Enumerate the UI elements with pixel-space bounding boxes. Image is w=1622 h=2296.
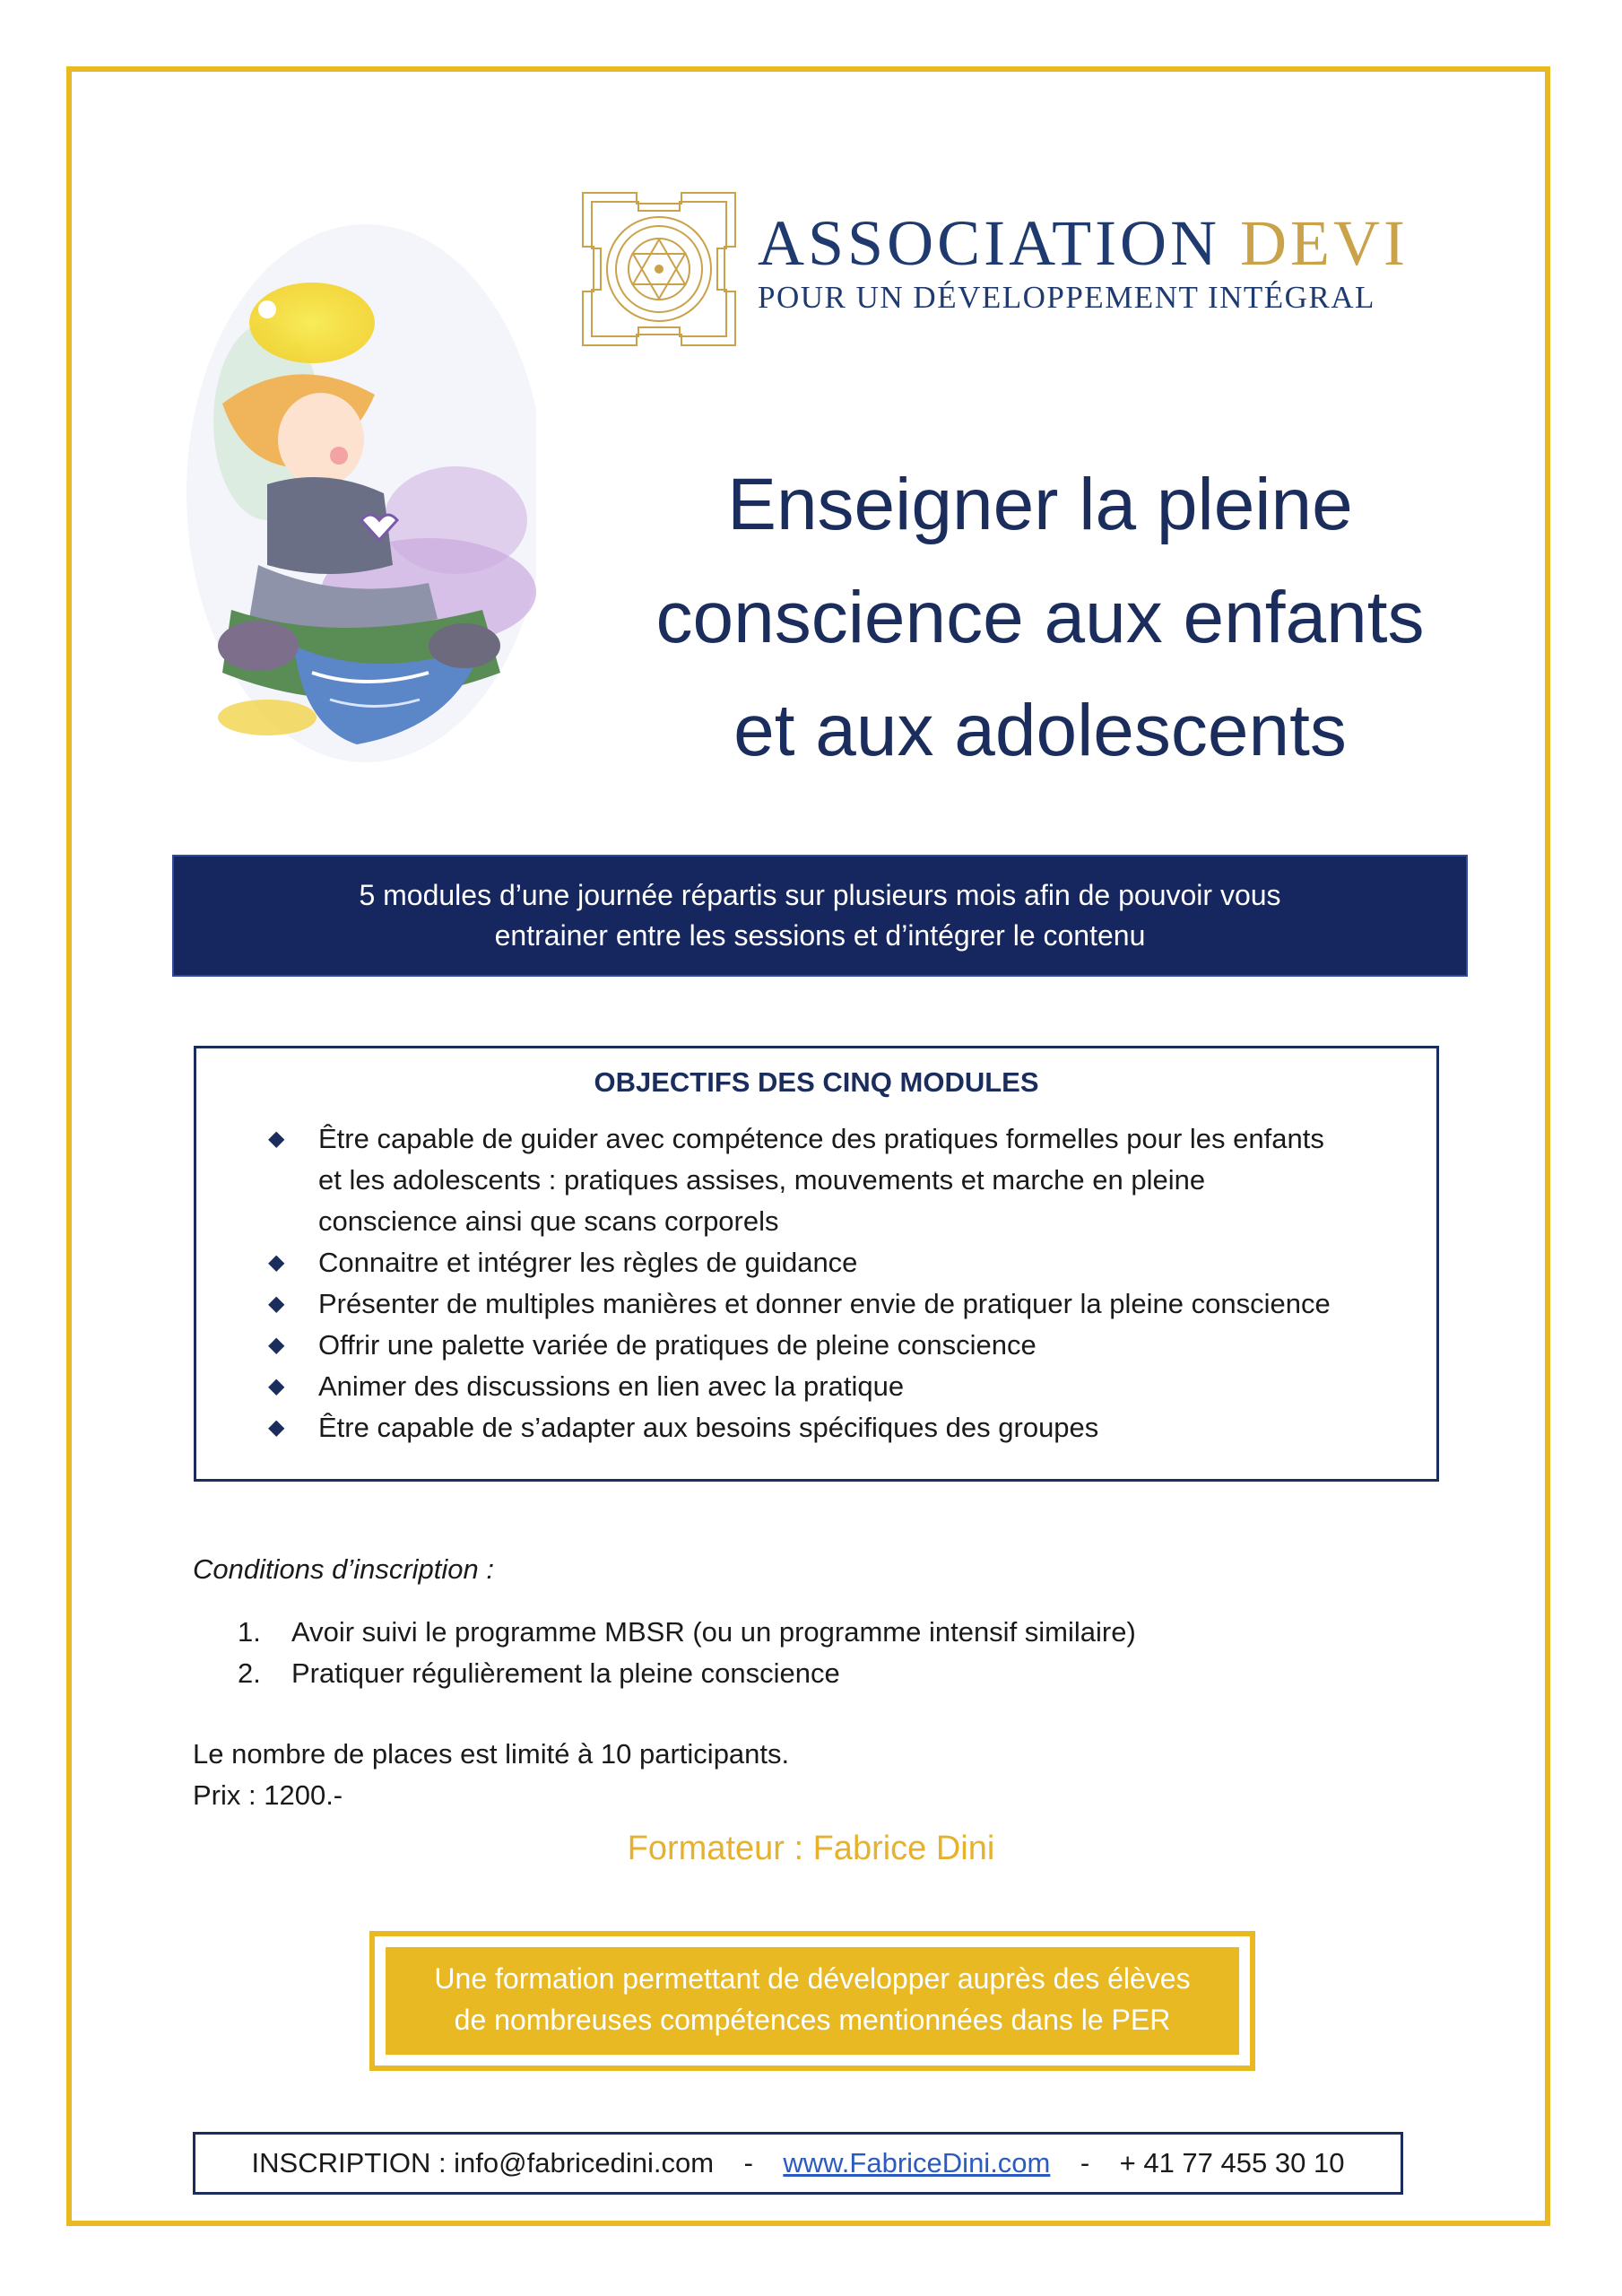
diamond-bullet-icon: ◆ — [268, 1333, 285, 1357]
objectives-box — [194, 1046, 1439, 1482]
conditions-list — [238, 1612, 1136, 1694]
conditions-heading: Conditions d’inscription : — [193, 1553, 495, 1585]
yantra-logo-icon — [574, 184, 744, 354]
separator: - — [1080, 2147, 1090, 2179]
diamond-bullet-icon: ◆ — [268, 1126, 285, 1151]
diamond-bullet-icon: ◆ — [268, 1415, 285, 1439]
diamond-bullet-icon: ◆ — [268, 1250, 285, 1274]
places-and-price — [193, 1734, 789, 1816]
diamond-bullet-icon: ◆ — [268, 1292, 285, 1316]
list-item: ◆ Être capable de guider avec compétence des pratiques formelles pour les enfants et les adolescents : pratiques assises, mouvements et marche en pleine conscience ainsi que scans corporels — [196, 1118, 1436, 1242]
page-title: Enseigner la pleine conscience aux enfants et aux adolescents — [655, 464, 1425, 771]
price-text: Prix : 1200.- — [193, 1779, 343, 1811]
places-text: Le nombre de places est limité à 10 participants. — [193, 1738, 790, 1770]
child-meditation-illustration — [160, 224, 536, 780]
diamond-bullet-icon: ◆ — [268, 1374, 285, 1398]
list-item: ◆ Connaitre et intégrer les règles de guidance — [196, 1242, 1436, 1283]
list-item: ◆ Être capable de s’adapter aux besoins spécifiques des groupes — [196, 1407, 1436, 1448]
separator: - — [743, 2147, 753, 2179]
list-item: 1. Avoir suivi le programme MBSR (ou un programme intensif similaire) — [238, 1616, 1136, 1648]
trainer-name: Formateur : Fabrice Dini — [627, 1830, 995, 1867]
modules-banner: 5 modules d’une journée répartis sur plusieurs mois afin de pouvoir vous entrainer entre les sessions et d’intégrer le contenu — [172, 855, 1468, 977]
list-item: ◆ Offrir une palette variée de pratiques de pleine conscience — [196, 1325, 1436, 1366]
phone-number[interactable]: + 41 77 455 30 10 — [1119, 2147, 1345, 2179]
objectives-list — [196, 1118, 1436, 1448]
contact-bar — [193, 2132, 1403, 2195]
highlight-text: Une formation permettant de développer auprès des élèves de nombreuses compétences mentionnées dans le PER — [386, 1947, 1239, 2055]
list-item: 2. Pratiquer régulièrement la pleine conscience — [238, 1657, 840, 1689]
objectives-heading: OBJECTIFS DES CINQ MODULES — [594, 1066, 1039, 1098]
list-item: ◆ Animer des discussions en lien avec la pratique — [196, 1366, 1436, 1407]
registration-email[interactable]: INSCRIPTION : info@fabricedini.com — [251, 2147, 715, 2179]
list-item: ◆ Présenter de multiples manières et donner envie de pratiquer la pleine conscience — [196, 1283, 1436, 1325]
website-link[interactable]: www.FabriceDini.com — [783, 2147, 1051, 2179]
highlight-box — [369, 1931, 1255, 2071]
association-name: ASSOCIATION DEVI — [758, 207, 1409, 279]
association-tagline: POUR UN DÉVELOPPEMENT INTÉGRAL — [758, 280, 1375, 315]
